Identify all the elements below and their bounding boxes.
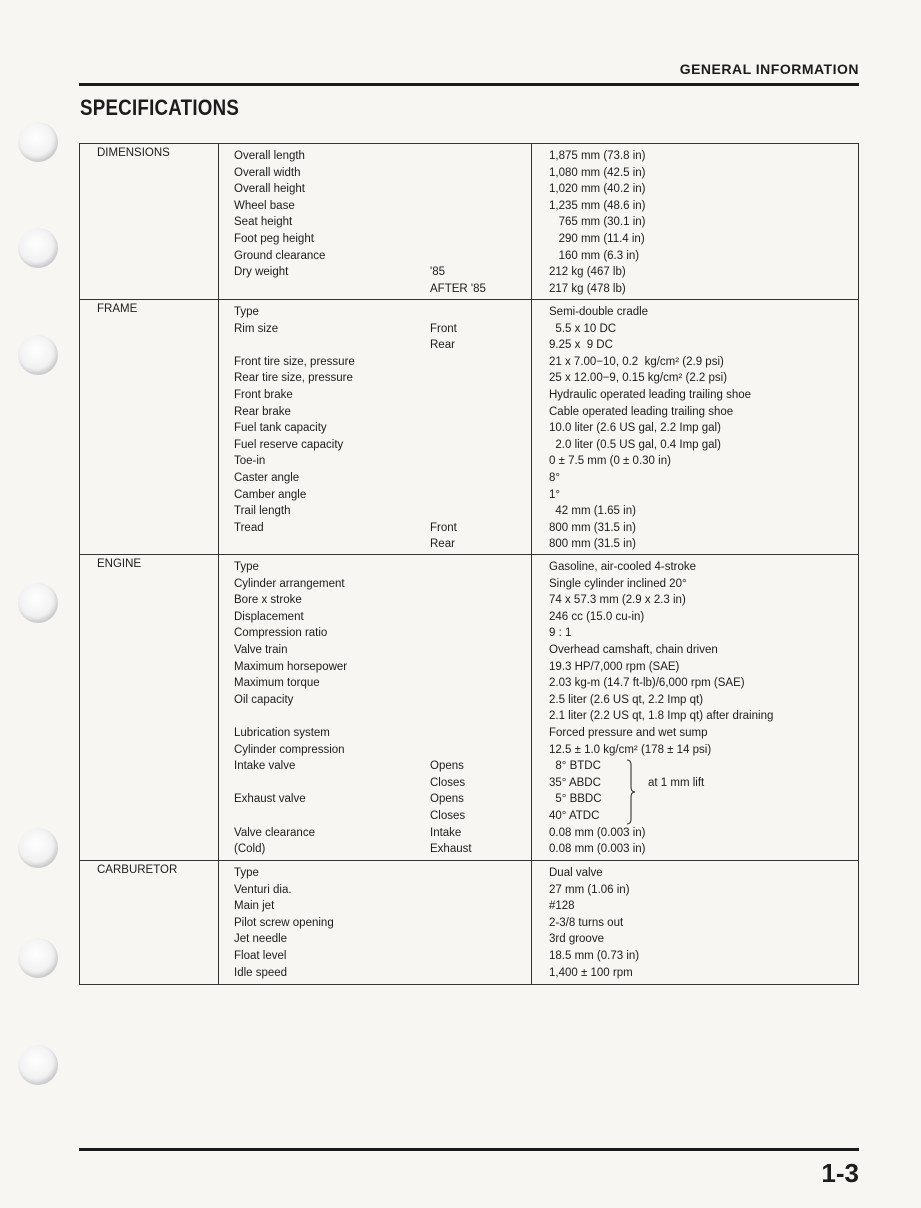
spec-row xyxy=(80,791,858,808)
spec-value: 27 mm (1.06 in) xyxy=(549,883,630,896)
binder-hole xyxy=(18,228,58,268)
header-rule xyxy=(79,83,859,86)
spec-value: 217 kg (478 lb) xyxy=(549,282,626,295)
spec-item: Seat height xyxy=(234,216,293,229)
spec-value: 1° xyxy=(549,488,560,501)
spec-value: #128 xyxy=(549,900,575,913)
spec-item: Toe-in xyxy=(234,455,266,468)
spec-value: 18.5 mm (0.73 in) xyxy=(549,950,640,962)
spec-value: 8° BTDC xyxy=(549,760,601,773)
spec-value: 160 mm (6.3 in) xyxy=(549,249,640,262)
spec-value: 1,875 mm (73.8 in) xyxy=(549,150,646,162)
spec-row xyxy=(80,825,858,842)
spec-condition: Rear xyxy=(430,339,455,352)
spec-value: 1,080 mm (42.5 in) xyxy=(549,166,646,179)
spec-value: Semi-double cradle xyxy=(549,306,649,318)
spec-item: Overall length xyxy=(234,150,305,162)
spec-row xyxy=(80,609,858,626)
spec-value: 25 x 12.00−9, 0.15 kg/cm² (2.2 psi) xyxy=(549,372,728,385)
spec-value: 2.0 liter (0.5 US gal, 0.4 Imp gal) xyxy=(549,438,721,451)
spec-value: 5.5 x 10 DC xyxy=(549,322,617,335)
spec-condition: Front xyxy=(430,521,457,534)
spec-row xyxy=(80,592,858,609)
spec-row xyxy=(80,559,858,576)
spec-value: 8° xyxy=(549,472,560,484)
binder-hole xyxy=(18,122,58,162)
section-title: GENERAL INFORMATION xyxy=(679,61,859,77)
spec-row xyxy=(80,248,858,265)
spec-value: 0.08 mm (0.003 in) xyxy=(549,843,646,856)
category-label: DIMENSIONS xyxy=(97,147,170,159)
category-label: FRAME xyxy=(97,303,138,315)
spec-item: Jet needle xyxy=(234,933,288,946)
spec-value: 2-3/8 turns out xyxy=(549,916,624,929)
spec-value: Forced pressure and wet sump xyxy=(549,727,708,739)
spec-row xyxy=(80,758,858,775)
spec-value: 19.3 HP/7,000 rpm (SAE) xyxy=(549,660,680,673)
spec-condition: Rear xyxy=(430,538,455,551)
spec-value: Dual valve xyxy=(549,867,603,879)
binder-hole xyxy=(18,335,58,375)
spec-row xyxy=(80,931,858,948)
spec-item: Cylinder compression xyxy=(234,743,345,756)
spec-row xyxy=(80,708,858,725)
spec-row xyxy=(80,487,858,504)
spec-row xyxy=(80,865,858,882)
spec-value: 9.25 x 9 DC xyxy=(549,339,613,352)
spec-value: 9 : 1 xyxy=(549,627,572,640)
spec-item: Camber angle xyxy=(234,488,307,501)
spec-row xyxy=(80,882,858,899)
spec-value: 800 mm (31.5 in) xyxy=(549,521,636,534)
category-label: ENGINE xyxy=(97,558,142,570)
spec-item: Rim size xyxy=(234,322,279,335)
spec-item: Rear tire size, pressure xyxy=(234,372,353,385)
spec-value: Cable operated leading trailing shoe xyxy=(549,405,734,418)
spec-condition: '85 xyxy=(430,266,445,279)
spec-item: Cylinder arrangement xyxy=(234,577,345,590)
valve-timing-brace xyxy=(625,759,637,825)
spec-item: Fuel reserve capacity xyxy=(234,438,344,451)
spec-value: 5° BBDC xyxy=(549,793,602,806)
spec-item: Type xyxy=(234,306,259,318)
spec-item: Foot peg height xyxy=(234,233,314,245)
spec-value: 3rd groove xyxy=(549,933,604,946)
spec-item: Pilot screw opening xyxy=(234,916,334,929)
spec-row xyxy=(80,692,858,709)
binder-hole xyxy=(18,828,58,868)
spec-row xyxy=(80,742,858,759)
spec-item: Fuel tank capacity xyxy=(234,422,327,435)
spec-value: 74 x 57.3 mm (2.9 x 2.3 in) xyxy=(549,594,686,607)
spec-item: Oil capacity xyxy=(234,693,294,706)
spec-row xyxy=(80,264,858,281)
spec-row xyxy=(80,536,858,553)
spec-value: 40° ATDC xyxy=(549,810,600,822)
spec-row xyxy=(80,404,858,421)
spec-item: Idle speed xyxy=(234,966,288,979)
spec-item: Caster angle xyxy=(234,472,300,484)
spec-item: Venturi dia. xyxy=(234,883,292,896)
spec-item: Maximum torque xyxy=(234,677,320,690)
spec-item: Type xyxy=(234,561,259,573)
spec-row xyxy=(80,420,858,437)
spec-value: 765 mm (30.1 in) xyxy=(549,216,646,229)
spec-row xyxy=(80,520,858,537)
spec-item: Displacement xyxy=(234,610,304,623)
spec-row xyxy=(80,387,858,404)
spec-item: Valve train xyxy=(234,644,288,656)
spec-row xyxy=(80,948,858,965)
spec-condition: Exhaust xyxy=(430,843,472,856)
specifications-table xyxy=(79,143,859,985)
spec-row xyxy=(80,898,858,915)
spec-value: 21 x 7.00−10, 0.2 kg/cm² (2.9 psi) xyxy=(549,355,724,368)
spec-item: Overall height xyxy=(234,183,305,196)
spec-row xyxy=(80,370,858,387)
page-heading: SPECIFICATIONS xyxy=(80,95,240,120)
spec-row xyxy=(80,198,858,215)
spec-value: Single cylinder inclined 20° xyxy=(549,577,687,590)
spec-value: 290 mm (11.4 in) xyxy=(549,233,645,245)
spec-condition: AFTER '85 xyxy=(430,282,486,295)
spec-value: 12.5 ± 1.0 kg/cm² (178 ± 14 psi) xyxy=(549,743,712,756)
spec-condition: Opens xyxy=(430,793,464,806)
spec-item: Overall width xyxy=(234,166,301,179)
spec-row xyxy=(80,675,858,692)
spec-condition: Opens xyxy=(430,760,464,773)
binder-hole xyxy=(18,938,58,978)
spec-item: Front tire size, pressure xyxy=(234,355,355,368)
spec-value: 0.08 mm (0.003 in) xyxy=(549,826,646,839)
spec-item: Lubrication system xyxy=(234,727,330,739)
spec-row xyxy=(80,503,858,520)
spec-row xyxy=(80,470,858,487)
spec-row xyxy=(80,354,858,371)
spec-row xyxy=(80,625,858,642)
spec-item: Trail length xyxy=(234,505,291,518)
spec-item: Dry weight xyxy=(234,266,289,279)
spec-value: 1,020 mm (40.2 in) xyxy=(549,183,646,196)
spec-row xyxy=(80,321,858,338)
binder-hole xyxy=(18,583,58,623)
spec-item: (Cold) xyxy=(234,843,266,856)
spec-item: Compression ratio xyxy=(234,627,328,640)
spec-item: Tread xyxy=(234,521,264,534)
spec-item: Exhaust valve xyxy=(234,793,306,806)
spec-row xyxy=(80,304,858,321)
spec-row xyxy=(80,148,858,165)
spec-row xyxy=(80,337,858,354)
spec-value: 42 mm (1.65 in) xyxy=(549,505,636,518)
spec-value: Hydraulic operated leading trailing shoe xyxy=(549,389,752,401)
spec-value: 2.03 kg-m (14.7 ft-lb)/6,000 rpm (SAE) xyxy=(549,677,745,690)
spec-item: Rear brake xyxy=(234,405,291,418)
brace-note: at 1 mm lift xyxy=(648,777,705,790)
spec-row xyxy=(80,659,858,676)
spec-row xyxy=(80,965,858,982)
spec-row xyxy=(80,775,858,792)
spec-value: Gasoline, air-cooled 4-stroke xyxy=(549,561,697,573)
spec-item: Front brake xyxy=(234,389,293,401)
spec-row xyxy=(80,231,858,248)
category-label: CARBURETOR xyxy=(97,864,178,876)
spec-value: 800 mm (31.5 in) xyxy=(549,538,636,551)
spec-value: Overhead camshaft, chain driven xyxy=(549,644,718,656)
spec-item: Type xyxy=(234,867,259,879)
spec-value: 0 ± 7.5 mm (0 ± 0.30 in) xyxy=(549,455,671,468)
spec-value: 212 kg (467 lb) xyxy=(549,266,626,279)
spec-section-engine xyxy=(80,555,858,861)
spec-item: Wheel base xyxy=(234,199,295,212)
spec-row xyxy=(80,576,858,593)
spec-value: 10.0 liter (2.6 US gal, 2.2 Imp gal) xyxy=(549,422,721,435)
spec-item: Valve clearance xyxy=(234,826,315,839)
binder-hole xyxy=(18,1045,58,1085)
spec-section-dimensions xyxy=(80,144,858,300)
spec-item: Maximum horsepower xyxy=(234,660,348,673)
spec-row xyxy=(80,437,858,454)
spec-row xyxy=(80,725,858,742)
spec-row xyxy=(80,642,858,659)
spec-condition: Closes xyxy=(430,810,466,822)
spec-item: Intake valve xyxy=(234,760,296,773)
spec-row xyxy=(80,181,858,198)
page-number: 1-3 xyxy=(821,1158,859,1188)
spec-item: Main jet xyxy=(234,900,275,913)
spec-value: 2.5 liter (2.6 US qt, 2.2 Imp qt) xyxy=(549,693,704,706)
spec-condition: Closes xyxy=(430,776,466,789)
spec-condition: Front xyxy=(430,322,457,335)
spec-item: Float level xyxy=(234,950,287,962)
spec-item: Bore x stroke xyxy=(234,594,302,607)
spec-item: Ground clearance xyxy=(234,249,326,262)
footer-rule xyxy=(79,1148,859,1151)
spec-row xyxy=(80,808,858,825)
spec-value: 2.1 liter (2.2 US qt, 1.8 Imp qt) after draining xyxy=(549,710,774,723)
spec-row xyxy=(80,841,858,858)
spec-value: 1,400 ± 100 rpm xyxy=(549,966,633,979)
spec-row xyxy=(80,165,858,182)
spec-row xyxy=(80,915,858,932)
spec-condition: Intake xyxy=(430,826,462,839)
spec-section-frame xyxy=(80,300,858,555)
spec-value: 1,235 mm (48.6 in) xyxy=(549,199,646,212)
spec-section-carburetor xyxy=(80,861,858,984)
spec-row xyxy=(80,453,858,470)
spec-row xyxy=(80,281,858,298)
spec-row xyxy=(80,214,858,231)
spec-value: 246 cc (15.0 cu-in) xyxy=(549,610,645,623)
spec-value: 35° ABDC xyxy=(549,776,601,789)
